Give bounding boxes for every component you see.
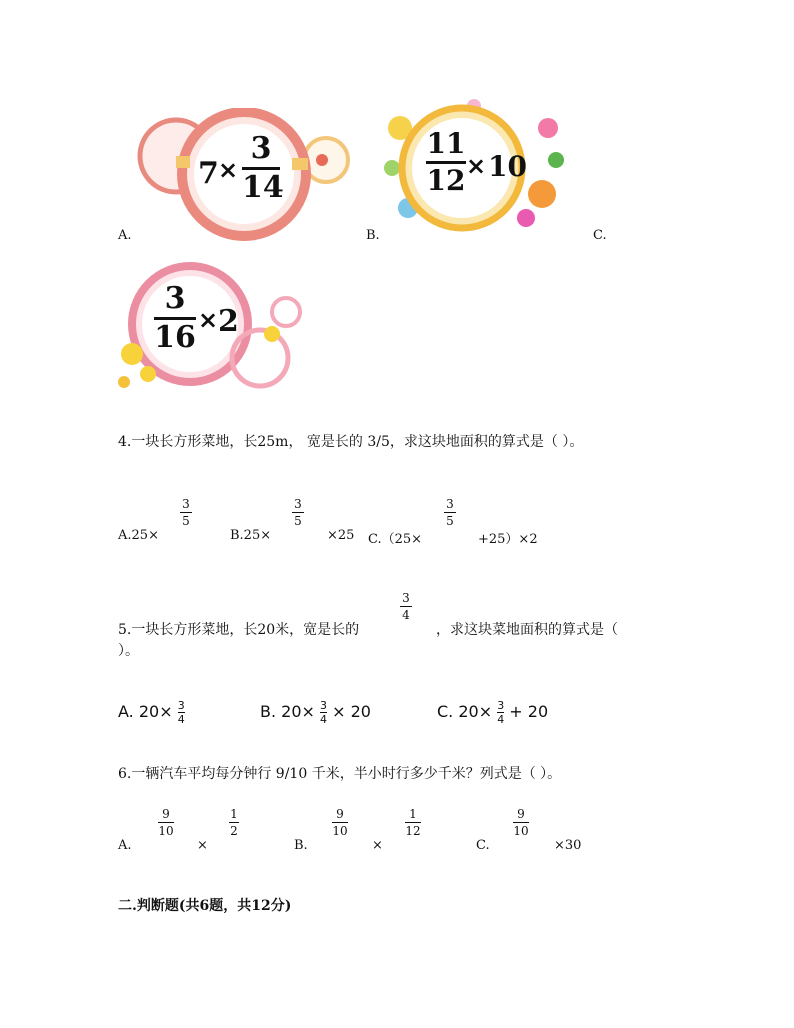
q6-option-a-times: ×: [197, 838, 208, 853]
q6-option-a-label: A.: [118, 838, 132, 853]
q4-option-b-suffix: ×25: [327, 528, 355, 543]
section-heading: 二.判断题(共6题，共12分): [118, 898, 292, 914]
q6-option-a-fraction-1: 9 10: [158, 807, 174, 838]
q6-option-b-fraction-2: 1 12: [405, 807, 421, 838]
q4-option-b-fraction: 3 5: [292, 497, 304, 528]
image-option-a: [134, 108, 350, 242]
img-b-fraction: [426, 127, 466, 197]
q4-option-a: A.25×: [118, 528, 159, 543]
question-5-text: 5.一块长方形菜地，长20米，宽是长的: [118, 622, 360, 638]
img-c-times: ×: [198, 306, 219, 334]
img-a-den: 14: [242, 170, 284, 205]
img-b-num: 11: [426, 127, 466, 160]
q5-option-a: A. $20\times \frac{3}{4}$: [118, 699, 185, 726]
img-a-whole: 7: [198, 156, 219, 191]
q5-option-c: C. $20\times \frac{3}{4} + 20$: [437, 699, 549, 726]
option-c-label-1: C.: [593, 228, 607, 243]
img-c-num: 3: [164, 281, 186, 316]
question-5-text-cont: ，求这块菜地面积的算式是（: [436, 622, 618, 638]
option-b-label-1: B.: [366, 228, 380, 243]
img-a-fraction: [242, 131, 284, 205]
question-4-text: 4.一块长方形菜地，长25m， 宽是长的 3/5，求这块地面积的算式是（ ）。: [118, 434, 584, 450]
question-6-text: 6.一辆汽车平均每分钟行 9/10 千米，半小时行多少千米？列式是（ ）。: [118, 766, 562, 782]
img-b-whole: 10: [488, 150, 527, 183]
q6-option-b-times: ×: [372, 838, 383, 853]
option-a-label-1: A.: [118, 228, 132, 243]
q4-option-c-fraction: 3 5: [444, 497, 456, 528]
q6-option-c-suffix: ×30: [554, 838, 582, 853]
img-a-times: ×: [218, 156, 239, 184]
img-c-whole: 2: [218, 304, 239, 339]
q5-option-b: B. $20\times \frac{3}{4} \times 20$: [260, 699, 371, 726]
image-option-b: [378, 98, 570, 240]
q4-option-a-fraction: 3 5: [180, 497, 192, 528]
q5-text-fraction: 3 4: [400, 591, 412, 622]
q4-option-b: B.25×: [230, 528, 272, 543]
img-b-times: ×: [466, 152, 487, 180]
q6-option-b-fraction-1: 9 10: [332, 807, 348, 838]
question-5-text-line2: ）。: [118, 643, 139, 659]
img-a-num: 3: [250, 131, 272, 166]
q6-option-c-label: C.: [476, 838, 490, 853]
image-option-c: [114, 262, 310, 396]
q4-option-c-suffix: +25）×2: [478, 532, 538, 547]
q6-option-b-label: B.: [294, 838, 308, 853]
img-c-den: 16: [154, 320, 196, 355]
q4-option-c: C.（25×: [368, 532, 423, 547]
img-b-den: 12: [426, 164, 466, 197]
q6-option-a-fraction-2: 1 2: [230, 807, 238, 838]
q6-option-c-fraction: 9 10: [513, 807, 529, 838]
img-c-fraction: [154, 281, 196, 355]
